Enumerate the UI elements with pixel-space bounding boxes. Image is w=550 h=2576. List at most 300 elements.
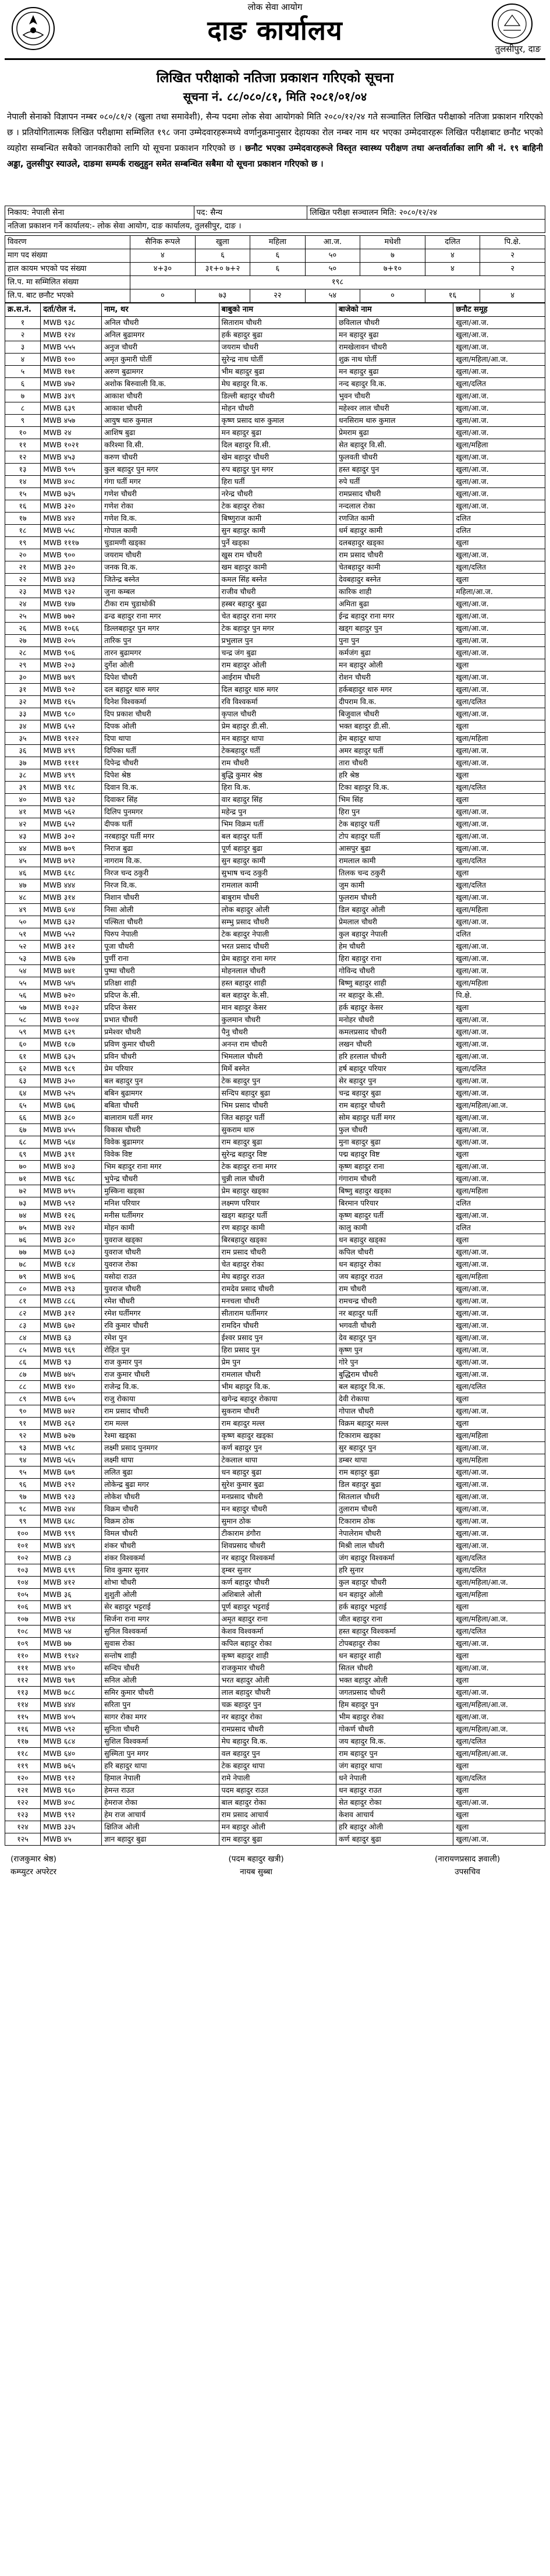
table-cell: भीम बहादुर वि.क. — [219, 1381, 336, 1393]
office-seal-icon — [492, 3, 533, 44]
table-cell: हेम राज आचार्य — [102, 1809, 219, 1821]
table-row — [5, 1699, 545, 1711]
table-cell: MWB ७२७ — [41, 1430, 102, 1442]
table-cell: केशव विश्वकर्मा — [219, 1626, 336, 1638]
table-row — [5, 1014, 545, 1026]
table-cell: खड्ग बहादुर पुन — [336, 623, 453, 635]
table-cell: मनप्रसाद चौधरी — [219, 1491, 336, 1503]
table-cell: भक्त बहादुर ओली — [336, 1674, 453, 1687]
summary-cell: २२ — [250, 289, 305, 303]
table-cell: MWB ७०९ — [41, 843, 102, 855]
table-cell: पि.क्षे. — [453, 990, 545, 1002]
table-cell: ३७ — [5, 757, 41, 769]
table-cell: MWB १०२१ — [41, 439, 102, 451]
table-cell: MWB ६७६ — [41, 1100, 102, 1112]
table-cell: खुला/आ.ज. — [453, 488, 545, 500]
table-cell: आकाश चौधरी — [102, 390, 219, 402]
table-cell: ३३ — [5, 708, 41, 720]
summary-header-cell: खुला — [195, 236, 250, 249]
table-cell: भिम प्रसाद चौधरी — [219, 1100, 336, 1112]
table-cell: गंगा घर्ती मगर — [102, 476, 219, 488]
summary-cell: ५० — [305, 249, 360, 263]
table-cell: युवराज चौधरी — [102, 1246, 219, 1259]
table-row — [5, 818, 545, 831]
table-cell: भिम सिंह — [336, 794, 453, 806]
table-cell: खुला/आ.ज. — [453, 1259, 545, 1271]
table-cell: रेश्मा खड्का — [102, 1430, 219, 1442]
table-cell: २६ — [5, 623, 41, 635]
table-cell: राम बहादुर बुढा — [219, 1833, 336, 1846]
table-cell: खुला/आ.ज. — [453, 1124, 545, 1136]
table-cell: खुला/आ.ज. — [453, 1308, 545, 1320]
table-cell: ९० — [5, 1405, 41, 1418]
table-cell: युवराज खड्का — [102, 1234, 219, 1246]
table-row — [5, 977, 545, 990]
table-cell: ८० — [5, 1283, 41, 1295]
table-cell: आसपुर बुढा — [336, 843, 453, 855]
table-row — [5, 1662, 545, 1674]
table-cell: खुला — [453, 1418, 545, 1430]
table-cell: १२३ — [5, 1809, 41, 1821]
table-cell: खुला/आ.ज. — [453, 1467, 545, 1479]
table-cell: ७७ — [5, 1246, 41, 1259]
table-cell: ६८ — [5, 1136, 41, 1149]
table-cell: धन बहादुर बुढा — [219, 1467, 336, 1479]
table-row — [5, 1051, 545, 1063]
table-cell: ९ — [5, 415, 41, 427]
table-row — [5, 928, 545, 941]
table-cell: MWB ९२३ — [41, 1491, 102, 1503]
table-row — [5, 879, 545, 892]
table-cell: ९८ — [5, 1503, 41, 1515]
table-cell: खुला/महिला/आ.ज. — [453, 1100, 545, 1112]
table-cell: सुशिल विश्वकर्मा — [102, 1736, 219, 1748]
table-cell: खुला/आ.ज. — [453, 635, 545, 647]
table-row — [5, 1308, 545, 1320]
table-cell: प्रविन चौधरी — [102, 1051, 219, 1063]
table-cell: डम्बर थापा — [336, 1454, 453, 1467]
table-cell: हस्त बहादुर विश्वकर्मा — [336, 1626, 453, 1638]
table-cell: पदम बहादुर राउत — [219, 1785, 336, 1797]
table-cell: खुला — [453, 1674, 545, 1687]
table-cell: MWB ९६८ — [41, 1173, 102, 1185]
table-cell: सुकराम चौधरी — [219, 1405, 336, 1418]
table-row — [5, 1295, 545, 1308]
table-cell: ८७ — [5, 1369, 41, 1381]
table-cell: MWB ३३५ — [41, 1821, 102, 1833]
summary-header-cell: मधेशी — [360, 236, 425, 249]
table-cell: सन्तोष शाही — [102, 1650, 219, 1662]
table-cell: गोकर्ण चौधरी — [336, 1723, 453, 1736]
table-cell: १२१ — [5, 1785, 41, 1797]
table-row — [5, 439, 545, 451]
summary-cell: ७+१० — [360, 263, 425, 276]
summary-cell: ४ — [425, 263, 480, 276]
table-row — [5, 1589, 545, 1601]
signatory-role: उपसचिव — [455, 1867, 480, 1877]
table-cell: बुद्धि कुमार श्रेष्ठ — [219, 769, 336, 782]
table-cell: MWB ६४८ — [41, 1515, 102, 1528]
table-cell: १६ — [5, 500, 41, 513]
table-cell: कृष्ण बहादुर राना — [336, 1161, 453, 1173]
table-cell: लखन चौधरी — [336, 1038, 453, 1051]
table-cell: भरत बहादुर ओली — [219, 1674, 336, 1687]
table-cell: रामप्रसाद चौधरी — [219, 1723, 336, 1736]
table-cell: MWB २०३ — [41, 659, 102, 672]
table-row — [5, 1344, 545, 1356]
table-cell: राम बहादुर बुढा — [219, 1136, 336, 1149]
notice-page — [5, 0, 545, 1885]
info-agency: निकाय: नेपाली सेना — [5, 206, 194, 220]
table-cell: महेन्द्र पुन — [219, 806, 336, 818]
table-cell: दलित — [453, 513, 545, 525]
table-cell: चन्द्र बहादुर बुढा — [336, 1087, 453, 1100]
table-cell: रोहित पुन — [102, 1344, 219, 1356]
table-cell: टिकाराम खड्का — [336, 1430, 453, 1442]
table-cell: ४९ — [5, 904, 41, 916]
table-row — [5, 1320, 545, 1332]
table-cell: २० — [5, 549, 41, 561]
table-cell: MWB ४५३ — [41, 451, 102, 464]
table-cell: बिष्णु बहादुर खड्का — [336, 1185, 453, 1197]
table-cell: MWB ९७९ — [41, 1674, 102, 1687]
table-cell: खुला/आ.ज. — [453, 1356, 545, 1369]
table-cell: MWB ३२० — [41, 500, 102, 513]
table-cell: आशिष बुढा — [102, 427, 219, 439]
table-cell: अशोक बिरुवाली वि.क. — [102, 378, 219, 390]
table-cell: २२ — [5, 574, 41, 586]
table-cell: खुला/आ.ज. — [453, 1638, 545, 1650]
table-cell: ७८ — [5, 1259, 41, 1271]
table-cell: १०१ — [5, 1540, 41, 1552]
table-cell: हरि श्रेष्ठ — [336, 769, 453, 782]
table-cell: ११६ — [5, 1723, 41, 1736]
table-cell: विमल चौधरी — [102, 1528, 219, 1540]
table-cell: २ — [5, 329, 41, 341]
table-row — [5, 1515, 545, 1528]
summary-header-cell: आ.ज. — [305, 236, 360, 249]
table-cell: ११ — [5, 439, 41, 451]
table-cell: भीम बहादुर रोका — [336, 1711, 453, 1723]
results-header-cell: क्र.स.नं. — [5, 303, 41, 317]
table-cell: मेघ बहादुर वि.क. — [219, 378, 336, 390]
table-cell: खुला/आ.ज. — [453, 1295, 545, 1308]
summary-cell: ४ — [425, 249, 480, 263]
table-cell: लोकेन्द्र बुढा मगर — [102, 1479, 219, 1491]
signatory-name: (नारायणप्रसाद ज्ञवाली) — [435, 1854, 501, 1864]
table-cell: हर्क बहादुर केसर — [336, 1002, 453, 1014]
table-row — [5, 1577, 545, 1589]
table-cell: जीत बहादुर राना — [336, 1613, 453, 1626]
table-cell: १५ — [5, 488, 41, 500]
table-cell: MWB ३२० — [41, 561, 102, 574]
table-cell: ७९ — [5, 1271, 41, 1283]
table-cell: खुला/आ.ज. — [453, 500, 545, 513]
table-cell: बाबुराम चौधरी — [219, 892, 336, 904]
table-row — [5, 1271, 545, 1283]
table-cell: सीताराम घर्तीमगर — [219, 1308, 336, 1320]
table-cell: केशव आचार्य — [336, 1809, 453, 1821]
table-row — [5, 990, 545, 1002]
results-table — [5, 303, 545, 1846]
table-cell: ५९ — [5, 1026, 41, 1038]
table-cell: MWB ७७ — [41, 1638, 102, 1650]
table-cell: खुला/आ.ज. — [453, 1014, 545, 1026]
table-row — [5, 1112, 545, 1124]
table-cell: पल्सिता चौधरी — [102, 916, 219, 928]
table-cell: खुला/महिला/आ.ज. — [453, 1748, 545, 1760]
table-cell: छविलाल चौधरी — [336, 317, 453, 329]
table-cell: ८४ — [5, 1332, 41, 1344]
table-cell: हस्त बहादुर शाही — [219, 977, 336, 990]
table-cell: खेम बहादुर चौधरी — [219, 451, 336, 464]
table-cell: MWB ३०२ — [41, 831, 102, 843]
table-cell: मन बहादुर थापा — [219, 733, 336, 745]
table-cell: कमलप्रसाद चौधरी — [336, 1026, 453, 1038]
table-cell: शोभा चौधरी — [102, 1577, 219, 1589]
table-cell: MWB ४५७ — [41, 415, 102, 427]
table-cell: प्रमेश्वर चौधरी — [102, 1026, 219, 1038]
table-cell: खुला/आ.ज. — [453, 1687, 545, 1699]
table-cell: ५१ — [5, 928, 41, 941]
table-cell: रामलाल कामी — [219, 879, 336, 892]
table-cell: हर्क बहादुर बुढा — [219, 329, 336, 341]
table-row — [5, 1601, 545, 1613]
table-cell: ६२ — [5, 1063, 41, 1075]
table-cell: फुलराम चौधरी — [336, 892, 453, 904]
table-cell: ढन्ढ बहादुर राना मगर — [102, 610, 219, 623]
table-cell: २३ — [5, 586, 41, 598]
table-cell: खुला/आ.ज. — [453, 1051, 545, 1063]
table-cell: टोप बहादुर घर्ती — [336, 831, 453, 843]
table-cell: ४६ — [5, 867, 41, 879]
table-cell: शिव कुमार सुनार — [102, 1564, 219, 1577]
table-cell: खुला — [453, 574, 545, 586]
table-cell: MWB ५९८ — [41, 1442, 102, 1454]
table-cell: ८९ — [5, 1393, 41, 1405]
table-cell: नर बहादुर के.सी. — [336, 990, 453, 1002]
table-cell: MWB ४०६ — [41, 1271, 102, 1283]
table-cell: MWB १९४२ — [41, 1650, 102, 1662]
table-cell: धन बहादुर ओली — [336, 1589, 453, 1601]
table-cell: शिवप्रसाद चौधरी — [219, 1540, 336, 1552]
table-cell: जय बहादुर वि.क. — [336, 1736, 453, 1748]
table-row — [5, 1173, 545, 1185]
table-cell: खुला — [453, 1821, 545, 1833]
table-cell: १२४ — [5, 1821, 41, 1833]
table-row — [5, 1222, 545, 1234]
table-row — [5, 1038, 545, 1051]
table-cell: MWB ३१२ — [41, 941, 102, 953]
table-cell: खम बहादुर कामी — [219, 561, 336, 574]
table-cell: MWB ५५८ — [41, 525, 102, 537]
table-cell: टेक बहादुर थापा — [219, 1760, 336, 1772]
table-cell: ११५ — [5, 1711, 41, 1723]
table-cell: खुला/आ.ज. — [453, 916, 545, 928]
table-cell: MWB ४९९ — [41, 769, 102, 782]
table-row — [5, 623, 545, 635]
summary-cell: ४ — [130, 249, 196, 263]
table-cell: MWB ६२७ — [41, 953, 102, 965]
table-cell: खुला/आ.ज. — [453, 366, 545, 378]
table-cell: १२० — [5, 1772, 41, 1785]
table-cell: बल बहादुर घर्ती — [219, 831, 336, 843]
table-cell: ९४ — [5, 1454, 41, 1467]
table-cell: कालु कामी — [336, 1222, 453, 1234]
table-cell: ९२ — [5, 1430, 41, 1442]
table-cell: ७६ — [5, 1234, 41, 1246]
table-cell: बुद्धिराम चौधरी — [336, 1369, 453, 1381]
table-row — [5, 598, 545, 610]
table-row — [5, 1418, 545, 1430]
table-cell: MWB ६०४ — [41, 904, 102, 916]
table-row — [5, 402, 545, 415]
table-row — [5, 1246, 545, 1259]
table-cell: टेक बहादुर घर्ती — [336, 818, 453, 831]
table-cell: दीपराम वि.क. — [336, 696, 453, 708]
table-row — [5, 855, 545, 867]
table-cell: मेघ बहादुर वि.क. — [219, 1736, 336, 1748]
table-cell: ४३ — [5, 831, 41, 843]
table-cell: MWB ७९२ — [41, 855, 102, 867]
table-cell: ८ — [5, 402, 41, 415]
table-row — [5, 427, 545, 439]
table-cell: सुकराम थारु — [219, 1124, 336, 1136]
table-cell: १११ — [5, 1662, 41, 1674]
table-cell: खुला/दलित — [453, 561, 545, 574]
table-cell: MWB ९१८ — [41, 782, 102, 794]
table-cell: MWB ४९९ — [41, 745, 102, 757]
table-cell: MWB १४७ — [41, 598, 102, 610]
table-cell: खुला — [453, 1785, 545, 1797]
table-row — [5, 610, 545, 623]
summary-cell: लि.प. मा सम्मिलित संख्या — [5, 276, 130, 289]
table-cell: MWB ९०५ — [41, 464, 102, 476]
table-cell: हरि हरलाल चौधरी — [336, 1051, 453, 1063]
table-cell: बिरबहादुर खड्का — [219, 1234, 336, 1246]
table-cell: सरिता पुन — [102, 1699, 219, 1711]
table-cell: MWB ३४९ — [41, 390, 102, 402]
table-cell: ४८ — [5, 892, 41, 904]
table-cell: ४१ — [5, 806, 41, 818]
table-cell: खुला/आ.ज. — [453, 549, 545, 561]
table-cell: रमेश घर्तीमगर — [102, 1308, 219, 1320]
table-cell: ८२ — [5, 1308, 41, 1320]
table-cell: जगतप्रसाद चौधरी — [336, 1687, 453, 1699]
table-cell: चेतबहादुर कामी — [336, 561, 453, 574]
table-cell: युवराज चौधरी — [102, 1283, 219, 1295]
table-row — [5, 1736, 545, 1748]
table-row — [5, 1748, 545, 1760]
table-cell: ९३ — [5, 1442, 41, 1454]
table-cell: MWB ४४४ — [41, 879, 102, 892]
table-cell: MWB ६०३ — [41, 1246, 102, 1259]
table-cell: खुला/आ.ज. — [453, 427, 545, 439]
table-cell: MWB ९३ — [41, 1356, 102, 1369]
table-cell: जय बहादुर राउत — [336, 1271, 453, 1283]
table-cell: रमेश पुन — [102, 1332, 219, 1344]
table-row — [5, 525, 545, 537]
table-cell: MWB ७४५ — [41, 1369, 102, 1381]
table-cell: शुशुती ओली — [102, 1589, 219, 1601]
table-cell: बिष्णु बहादुर शाही — [336, 977, 453, 990]
table-cell: मनिश परियार — [102, 1197, 219, 1210]
table-cell: MWB ६९९ — [41, 1564, 102, 1577]
table-cell: MWB ७४२ — [41, 1405, 102, 1418]
table-cell: खुला/आ.ज. — [453, 415, 545, 427]
table-cell: ७५ — [5, 1222, 41, 1234]
table-cell: दिपेश चौधरी — [102, 672, 219, 684]
table-cell: गोपाल कामी — [102, 525, 219, 537]
table-cell: देवबहादुर बस्नेत — [336, 574, 453, 586]
table-row — [5, 1797, 545, 1809]
table-cell: ३४ — [5, 720, 41, 733]
table-row — [5, 586, 545, 598]
table-cell: रामे नेपाली — [219, 1772, 336, 1785]
table-cell: खुला/आ.ज. — [453, 317, 545, 329]
summary-cell: ६ — [250, 249, 305, 263]
table-cell: प्रेम बहादुर खड्का — [219, 1185, 336, 1197]
summary-header-cell: सैनिक रूपले — [130, 236, 196, 249]
table-cell: MWB ६३९ — [41, 402, 102, 415]
table-cell: खुला — [453, 720, 545, 733]
table-cell: रामदेव प्रसाद चौधरी — [219, 1283, 336, 1295]
table-cell: ११३ — [5, 1687, 41, 1699]
table-cell: खुला/आ.ज. — [453, 1662, 545, 1674]
table-cell: दिपिका घर्ती — [102, 745, 219, 757]
table-cell: टेक बहादुर नेपाली — [219, 928, 336, 941]
table-cell: रुपे घर्ती — [336, 476, 453, 488]
table-cell: राजु रोकाया — [102, 1393, 219, 1405]
table-cell: प्रेमराम बुढा — [336, 427, 453, 439]
table-cell: ३५ — [5, 733, 41, 745]
table-cell: अनिल चौधरी — [102, 317, 219, 329]
table-row — [5, 366, 545, 378]
summary-cell: २ — [480, 263, 545, 276]
table-cell: कपिल बहादुर रोका — [219, 1638, 336, 1650]
table-cell: खुला/महिला — [453, 1589, 545, 1601]
table-cell: भिम विक्रम घर्ती — [219, 818, 336, 831]
table-row — [5, 1149, 545, 1161]
table-cell: पिरुप नेपाली — [102, 928, 219, 941]
table-cell: यसोदा राउत — [102, 1271, 219, 1283]
table-cell: भरत प्रसाद चौधरी — [219, 941, 336, 953]
table-cell: दलबहादुर खड्का — [336, 537, 453, 549]
table-cell: MWB १०६६ — [41, 623, 102, 635]
summary-row — [5, 263, 545, 276]
table-cell: सेत बहादुर वि.सी. — [336, 439, 453, 451]
table-cell: खुला/आ.ज. — [453, 708, 545, 720]
table-cell: भीम बहादुर बुढा — [219, 366, 336, 378]
summary-cell: लि.प. बाट छनौट भएको — [5, 289, 130, 303]
table-row — [5, 537, 545, 549]
table-cell: शुक्र नाथ घोर्ती — [336, 354, 453, 366]
table-cell: MWB ६१८ — [41, 867, 102, 879]
table-row — [5, 1711, 545, 1723]
table-cell: हस्बर बहादुर बुढा — [219, 598, 336, 610]
table-cell: दलित — [453, 525, 545, 537]
table-cell: ड्म्बर सुनार — [219, 1564, 336, 1577]
table-cell: २७ — [5, 635, 41, 647]
table-cell: MWB ३६ — [41, 1589, 102, 1601]
table-cell: MWB ७४९ — [41, 672, 102, 684]
table-cell: MWB १०० — [41, 354, 102, 366]
table-cell: खुला/दलित — [453, 855, 545, 867]
table-cell: हर्क बहादुर भट्टराई — [336, 1601, 453, 1613]
table-cell: MWB ९१२२ — [41, 733, 102, 745]
summary-cell: २ — [480, 249, 545, 263]
table-cell: हेम चौधरी — [336, 941, 453, 953]
